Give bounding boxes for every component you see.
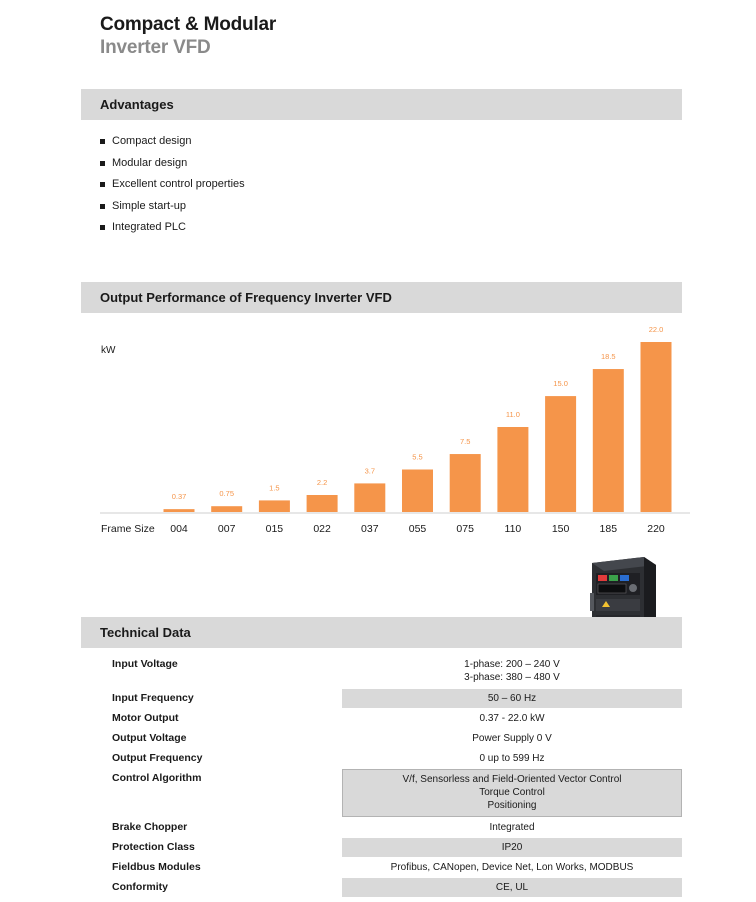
technical-header: Technical Data: [81, 617, 682, 648]
chart-bar: [497, 427, 528, 512]
table-row: [100, 709, 682, 729]
data-label: 5.5: [412, 452, 423, 462]
row-label: Protection Class: [112, 841, 195, 853]
x-tick-label: 015: [265, 523, 284, 535]
data-label: 22.0: [648, 325, 664, 334]
table-row: [100, 655, 682, 689]
advantage-label: Integrated PLC: [112, 221, 186, 233]
table-row: [100, 689, 682, 709]
x-axis-label: Frame Size: [101, 523, 155, 535]
row-label: Conformity: [112, 881, 168, 893]
row-label: Output Voltage: [112, 732, 187, 744]
x-tick-label: 022: [313, 523, 331, 535]
data-label: 15.0: [553, 379, 568, 389]
x-tick-label: 185: [599, 523, 618, 535]
chart-bar: [164, 509, 195, 512]
table-row: [100, 769, 682, 818]
advantage-label: Excellent control properties: [112, 178, 245, 190]
data-label: 11.0: [505, 410, 520, 419]
data-label: 0.75: [219, 489, 235, 499]
x-tick-label: 055: [408, 523, 427, 535]
row-value: V/f, Sensorless and Field-Oriented Vector Control Torque Control Positioning: [342, 769, 682, 817]
x-tick-label: 220: [647, 523, 665, 535]
x-tick-label: 150: [551, 523, 570, 535]
table-row: [100, 878, 682, 898]
chart-bar: [593, 369, 624, 512]
data-label: 2.2: [316, 478, 328, 487]
chart-bar: [641, 342, 672, 512]
x-tick-label: 004: [170, 523, 188, 535]
data-label: 18.5: [600, 352, 616, 362]
data-label: 7.5: [459, 437, 471, 447]
technical-table: [100, 655, 682, 898]
table-row: [100, 858, 682, 878]
x-tick-label: 075: [456, 523, 474, 535]
row-value: IP20: [342, 838, 682, 857]
row-value: Integrated: [489, 822, 535, 833]
table-row: [100, 838, 682, 858]
advantages-header: Advantages: [81, 89, 682, 120]
row-value: 0.37 - 22.0 kW: [479, 713, 545, 724]
row-label: Fieldbus Modules: [112, 861, 201, 873]
chart-bar: [450, 454, 481, 512]
row-value: 0 up to 599 Hz: [479, 753, 545, 764]
advantage-label: Modular design: [112, 156, 188, 169]
performance-header: Output Performance of Frequency Inverter VFD: [81, 282, 682, 313]
x-tick-label: 110: [504, 523, 522, 535]
table-row: [100, 729, 682, 749]
row-value: Power Supply 0 V: [472, 733, 552, 744]
row-label: Motor Output: [112, 712, 179, 724]
chart-bar: [402, 470, 433, 513]
advantage-label: Compact design: [112, 135, 192, 147]
data-label: 0.37: [171, 492, 187, 502]
row-label: Output Frequency: [112, 752, 203, 764]
row-value: CE, UL: [342, 878, 682, 897]
chart-bar: [259, 500, 290, 512]
chart-bar: [307, 495, 338, 512]
x-tick-label: 007: [217, 523, 236, 535]
chart-bar: [545, 396, 576, 512]
row-value: 50 – 60 Hz: [342, 689, 682, 708]
page-subtitle: Inverter VFD: [100, 37, 211, 58]
chart-unit-label: kW: [101, 345, 116, 356]
data-label: 3.7: [364, 466, 376, 476]
table-row: [100, 749, 682, 769]
chart-bar: [211, 506, 242, 512]
row-label: Input Voltage: [112, 658, 178, 670]
table-row: [100, 818, 682, 838]
data-label: 1.5: [269, 483, 280, 493]
advantage-label: Simple start-up: [112, 199, 186, 212]
row-label: Control Algorithm: [112, 772, 202, 784]
chart-bar: [354, 483, 385, 512]
row-value: Profibus, CANopen, Device Net, Lon Works, MODBUS: [390, 862, 634, 873]
page-title: Compact & Modular: [100, 14, 277, 35]
row-label: Brake Chopper: [112, 821, 188, 833]
x-tick-label: 037: [361, 523, 379, 535]
row-label: Input Frequency: [112, 692, 194, 704]
row-value: 1-phase: 200 – 240 V 3-phase: 380 – 480 V: [464, 659, 560, 683]
